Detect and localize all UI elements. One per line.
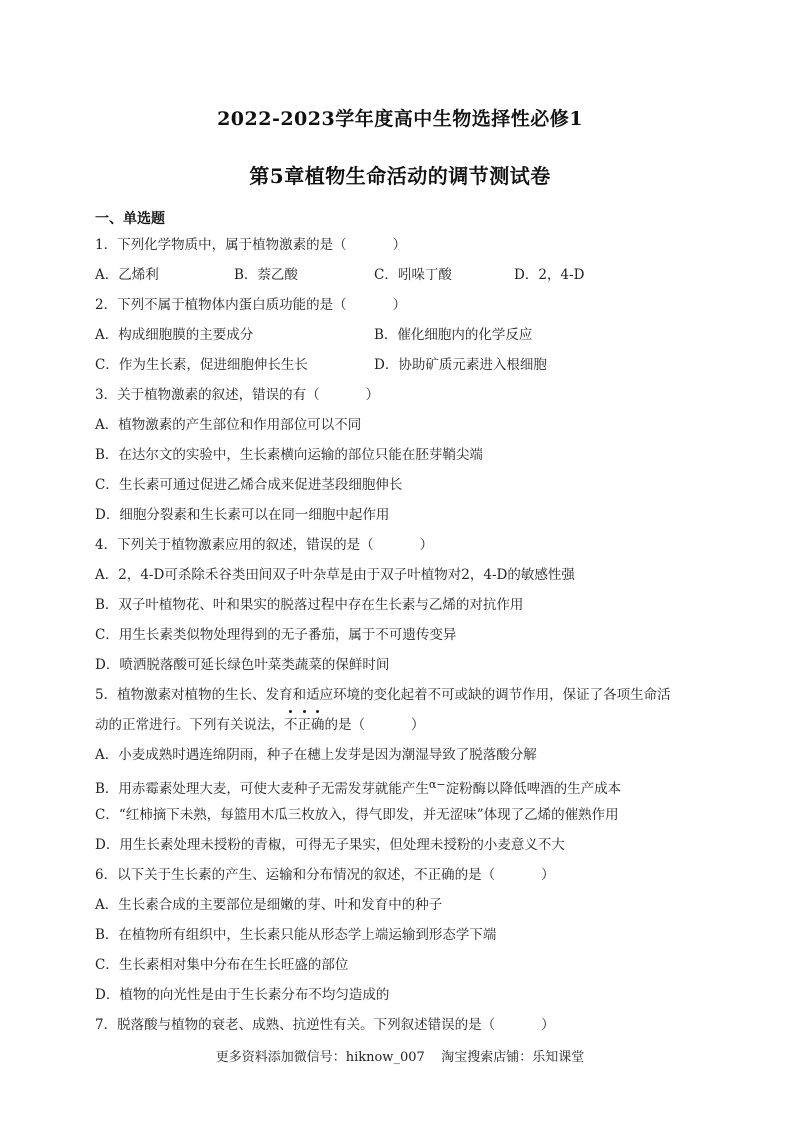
option-b: B．萘乙酸 <box>234 267 298 283</box>
section-heading: 一、单选题 <box>95 211 165 227</box>
document-subtitle: 第5章植物生命活动的调节测试卷 <box>249 164 551 188</box>
option-a: A．乙烯利 <box>95 267 159 283</box>
option-a: A．构成细胞膜的主要成分 <box>95 327 254 343</box>
question-5-option-c: C．“红柿摘下未熟，每篮用木瓜三枚放入，得气即发，并无涩味”体现了乙烯的催熟作用 <box>95 807 619 823</box>
answer-paren-close: ） <box>365 387 380 403</box>
answer-paren-close: ） <box>411 717 425 733</box>
question-5-option-a: A．小麦成熟时遇连绵阴雨，种子在穗上发芽是因为潮湿导致了脱落酸分解 <box>95 747 537 763</box>
emphasis-char: 正 <box>297 717 311 733</box>
document-title: 2022-2023学年度高中生物选择性必修1 <box>217 108 583 130</box>
question-2-stem <box>95 296 406 314</box>
option-c: C．作为生长素，促进细胞伸长生长 <box>95 357 308 373</box>
question-5-option-b <box>95 776 621 798</box>
question-3-option-b: B．在达尔文的实验中，生长素横向运输的部位只能在胚芽鞘尖端 <box>95 447 483 463</box>
question-4-option-b: B．双子叶植物花、叶和果实的脱落过程中存在生长素与乙烯的对抗作用 <box>95 597 524 613</box>
answer-paren-close: ） <box>392 237 407 253</box>
option-text: B．用赤霉素处理大麦，可使大麦种子无需发芽就能产生 <box>95 781 429 797</box>
question-3-stem <box>95 386 379 404</box>
option-b: B．催化细胞内的化学反应 <box>374 327 533 343</box>
question-4-option-a: A．2，4-D可杀除禾谷类田间双子叶杂草是由于双子叶植物对2，4-D的敏感性强 <box>95 567 575 583</box>
question-4-option-d: D．喷洒脱落酸可延长绿色叶菜类蔬菜的保鲜时间 <box>95 657 390 673</box>
question-4-option-c: C．用生长素类似物处理得到的无子番茄，属于不可遗传变异 <box>95 627 457 643</box>
answer-paren-close: ） <box>541 867 555 883</box>
question-stem-text: 6．以下关于生长素的产生、运输和分布情况的叙述，不正确的是（ <box>95 867 496 883</box>
question-3-option-d: D．细胞分裂素和生长素可以在同一细胞中起作用 <box>95 507 390 523</box>
question-6-option-c: C．生长素相对集中分布在生长旺盛的部位 <box>95 957 349 973</box>
question-6-stem <box>95 866 555 884</box>
question-5-stem-line2 <box>95 716 425 734</box>
question-1-stem <box>95 236 406 254</box>
stem-text: 的是（ <box>324 717 365 733</box>
question-stem-text: 3．关于植物激素的叙述，错误的有（ <box>95 387 320 403</box>
question-6-option-b: B．在植物所有组织中，生长素只能从形态学上端运输到形态学下端 <box>95 927 497 943</box>
answer-paren-close: ） <box>419 537 434 553</box>
page-footer: 更多资料添加微信号：hiknow_007 淘宝搜索店铺：乐知课堂 <box>215 1050 585 1065</box>
question-stem-text: 4．下列关于植物激素应用的叙述，错误的是（ <box>95 537 374 553</box>
question-7-stem <box>95 1016 555 1034</box>
question-3-option-c: C．生长素可通过促进乙烯合成来促进茎段细胞伸长 <box>95 477 403 493</box>
question-stem-text: 2．下列不属于植物体内蛋白质功能的是（ <box>95 297 347 313</box>
answer-paren-close: ） <box>541 1017 555 1033</box>
question-5-stem-line1: 5．植物激素对植物的生长、发育和适应环境的变化起着不可或缺的调节作用，保证了各项生命活 <box>95 687 671 703</box>
emphasis-char: 不 <box>284 717 298 733</box>
alpha-symbol: α− <box>428 778 446 791</box>
question-stem-text: 1．下列化学物质中，属于植物激素的是（ <box>95 237 347 253</box>
question-4-stem <box>95 536 433 554</box>
emphasis-char: 确 <box>311 717 325 733</box>
question-3-option-a: A．植物激素的产生部位和作用部位可以不同 <box>95 417 362 433</box>
option-d: D．协助矿质元素进入根细胞 <box>374 357 547 373</box>
option-text: 淀粉酶以降低啤酒的生产成本 <box>445 781 622 797</box>
question-6-option-a: A．生长素合成的主要部位是细嫩的芽、叶和发育中的种子 <box>95 897 443 913</box>
option-d: D．2，4-D <box>514 267 585 283</box>
question-6-option-d: D．植物的向光性是由于生长素分布不均匀造成的 <box>95 987 390 1003</box>
question-stem-text: 7．脱落酸与植物的衰老、成熟、抗逆性有关。下列叙述错误的是（ <box>95 1017 496 1033</box>
stem-text: 动的正常进行。下列有关说法， <box>95 717 284 733</box>
question-5-option-d: D．用生长素处理未授粉的青椒，可得无子果实，但处理未授粉的小麦意义不大 <box>95 837 565 853</box>
option-c: C．吲哚丁酸 <box>374 267 452 283</box>
answer-paren-close: ） <box>392 297 407 313</box>
